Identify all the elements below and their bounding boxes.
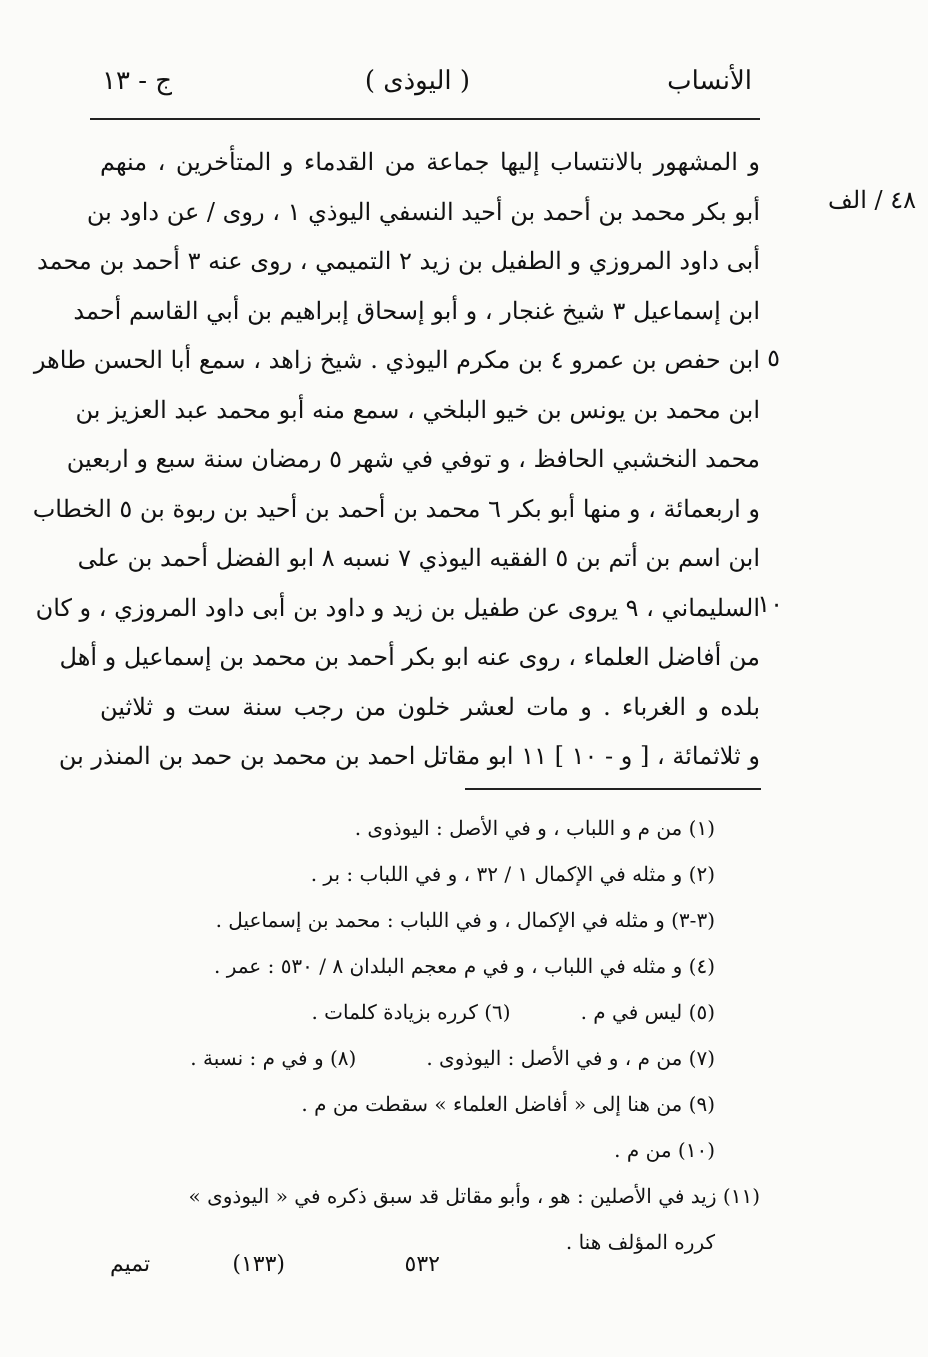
text-line: ابن حفص بن عمرو ٤ بن مكرم اليوذي . شيخ زاهد ، سمع أبا الحسن طاهر (33, 346, 760, 374)
margin-folio: ٤٨ / الف (828, 186, 916, 214)
header-rule (90, 118, 760, 120)
text-line: و ثلاثمائة ، [ و - ١٠ ] ١١ ابو مقاتل احمد بن محمد بن حمد بن المنذر بن (58, 742, 760, 770)
text-line: ابن اسم بن أتم بن ٥ الفقيه اليوذي ٧ نسبه ٨ ابو الفضل أحمد بن على (77, 544, 760, 572)
text-line: أبى داود المروزي و الطفيل بن زيد ٢ التميمي ، روى عنه ٣ أحمد بن محمد (36, 247, 760, 275)
text-line: محمد النخشبي الحافظ ، و توفي في شهر ٥ رمضان سنة سبع و اربعين (66, 445, 760, 473)
footnote: (١) من م و اللباب ، و في الأصل : اليوذوى . (354, 816, 715, 840)
footnote-pair (100, 1035, 760, 1081)
page-number: ٥٣٢ (404, 1252, 440, 1277)
footnote: (٥) ليس في م . (580, 1000, 715, 1024)
page-footer (100, 1252, 760, 1292)
text-line: بلده و الغرباء . و مات لعشر خلون من رجب سنة ست و ثلاثين (100, 692, 760, 721)
header-entry-title: ( اليوذى ) (364, 66, 470, 96)
text-line: السليماني ، ٩ يروى عن طفيل بن زيد و داود بن أبى داود المروزي ، و كان (35, 593, 760, 622)
footnote: (٩) من هنا إلى « أفاضل العلماء » سقطت من م . (301, 1092, 715, 1116)
footnote: (٨) و في م : نسبة . (190, 1046, 357, 1070)
footnote: (٢) و مثله في الإكمال ١ / ٣٢ ، و في اللباب : بر . (310, 862, 715, 886)
text-line: ابن محمد بن يونس بن خيو البلخي ، سمع منه أبو محمد عبد العزيز بن (75, 395, 760, 424)
footnote-pair (100, 989, 760, 1035)
signature-mark: تميم (110, 1252, 151, 1277)
margin-line-5: ٥ (767, 344, 780, 372)
header-book-title: الأنساب (667, 66, 752, 96)
footnote: (٧) من م ، و في الأصل : اليوذوى . (426, 1046, 715, 1070)
margin-line-10: ١٠ (757, 590, 783, 618)
footnote: (١١) زيد في الأصلين : هو ، وأبو مقاتل قد سبق ذكره في « اليوذوى » (188, 1184, 760, 1208)
main-text (32, 138, 761, 782)
footnote: (١٠) من م . (614, 1138, 715, 1162)
text-line: و المشهور بالانتساب إليها جماعة من القدماء و المتأخرين ، منهم (100, 148, 761, 176)
text-line: و اربعمائة ، و منها أبو بكر ٦ محمد بن أحمد بن أحيد بن ربوة بن ٥ الخطاب (32, 494, 760, 523)
footnote-continuation: كرره المؤلف هنا . (565, 1230, 715, 1254)
text-line: أبو بكر محمد بن أحمد بن أحيد النسفي اليوذي ١ ، روى / عن داود بن (86, 197, 760, 226)
footnote: (٣-٣) و مثله في الإكمال ، و في اللباب : محمد بن إسماعيل . (215, 908, 715, 932)
footnotes (100, 805, 760, 1265)
header-volume: ج - ١٣ (102, 66, 173, 96)
text-line: ابن إسماعيل ٣ شيخ غنجار ، و أبو إسحاق إبراهيم بن أبي القاسم أحمد (73, 296, 760, 325)
volume-page-number: (١٣٣) (232, 1252, 285, 1277)
footnote: (٦) كرره بزيادة كلمات . (311, 1000, 511, 1024)
running-header (90, 66, 760, 114)
footnote: (٤) و مثله في اللباب ، و في م معجم البلدان ٨ / ٥٣٠ : عمر . (213, 954, 715, 978)
footnote-rule (465, 788, 761, 790)
text-line: من أفاضل العلماء ، روى عنه ابو بكر أحمد بن محمد بن إسماعيل و أهل (59, 643, 760, 671)
